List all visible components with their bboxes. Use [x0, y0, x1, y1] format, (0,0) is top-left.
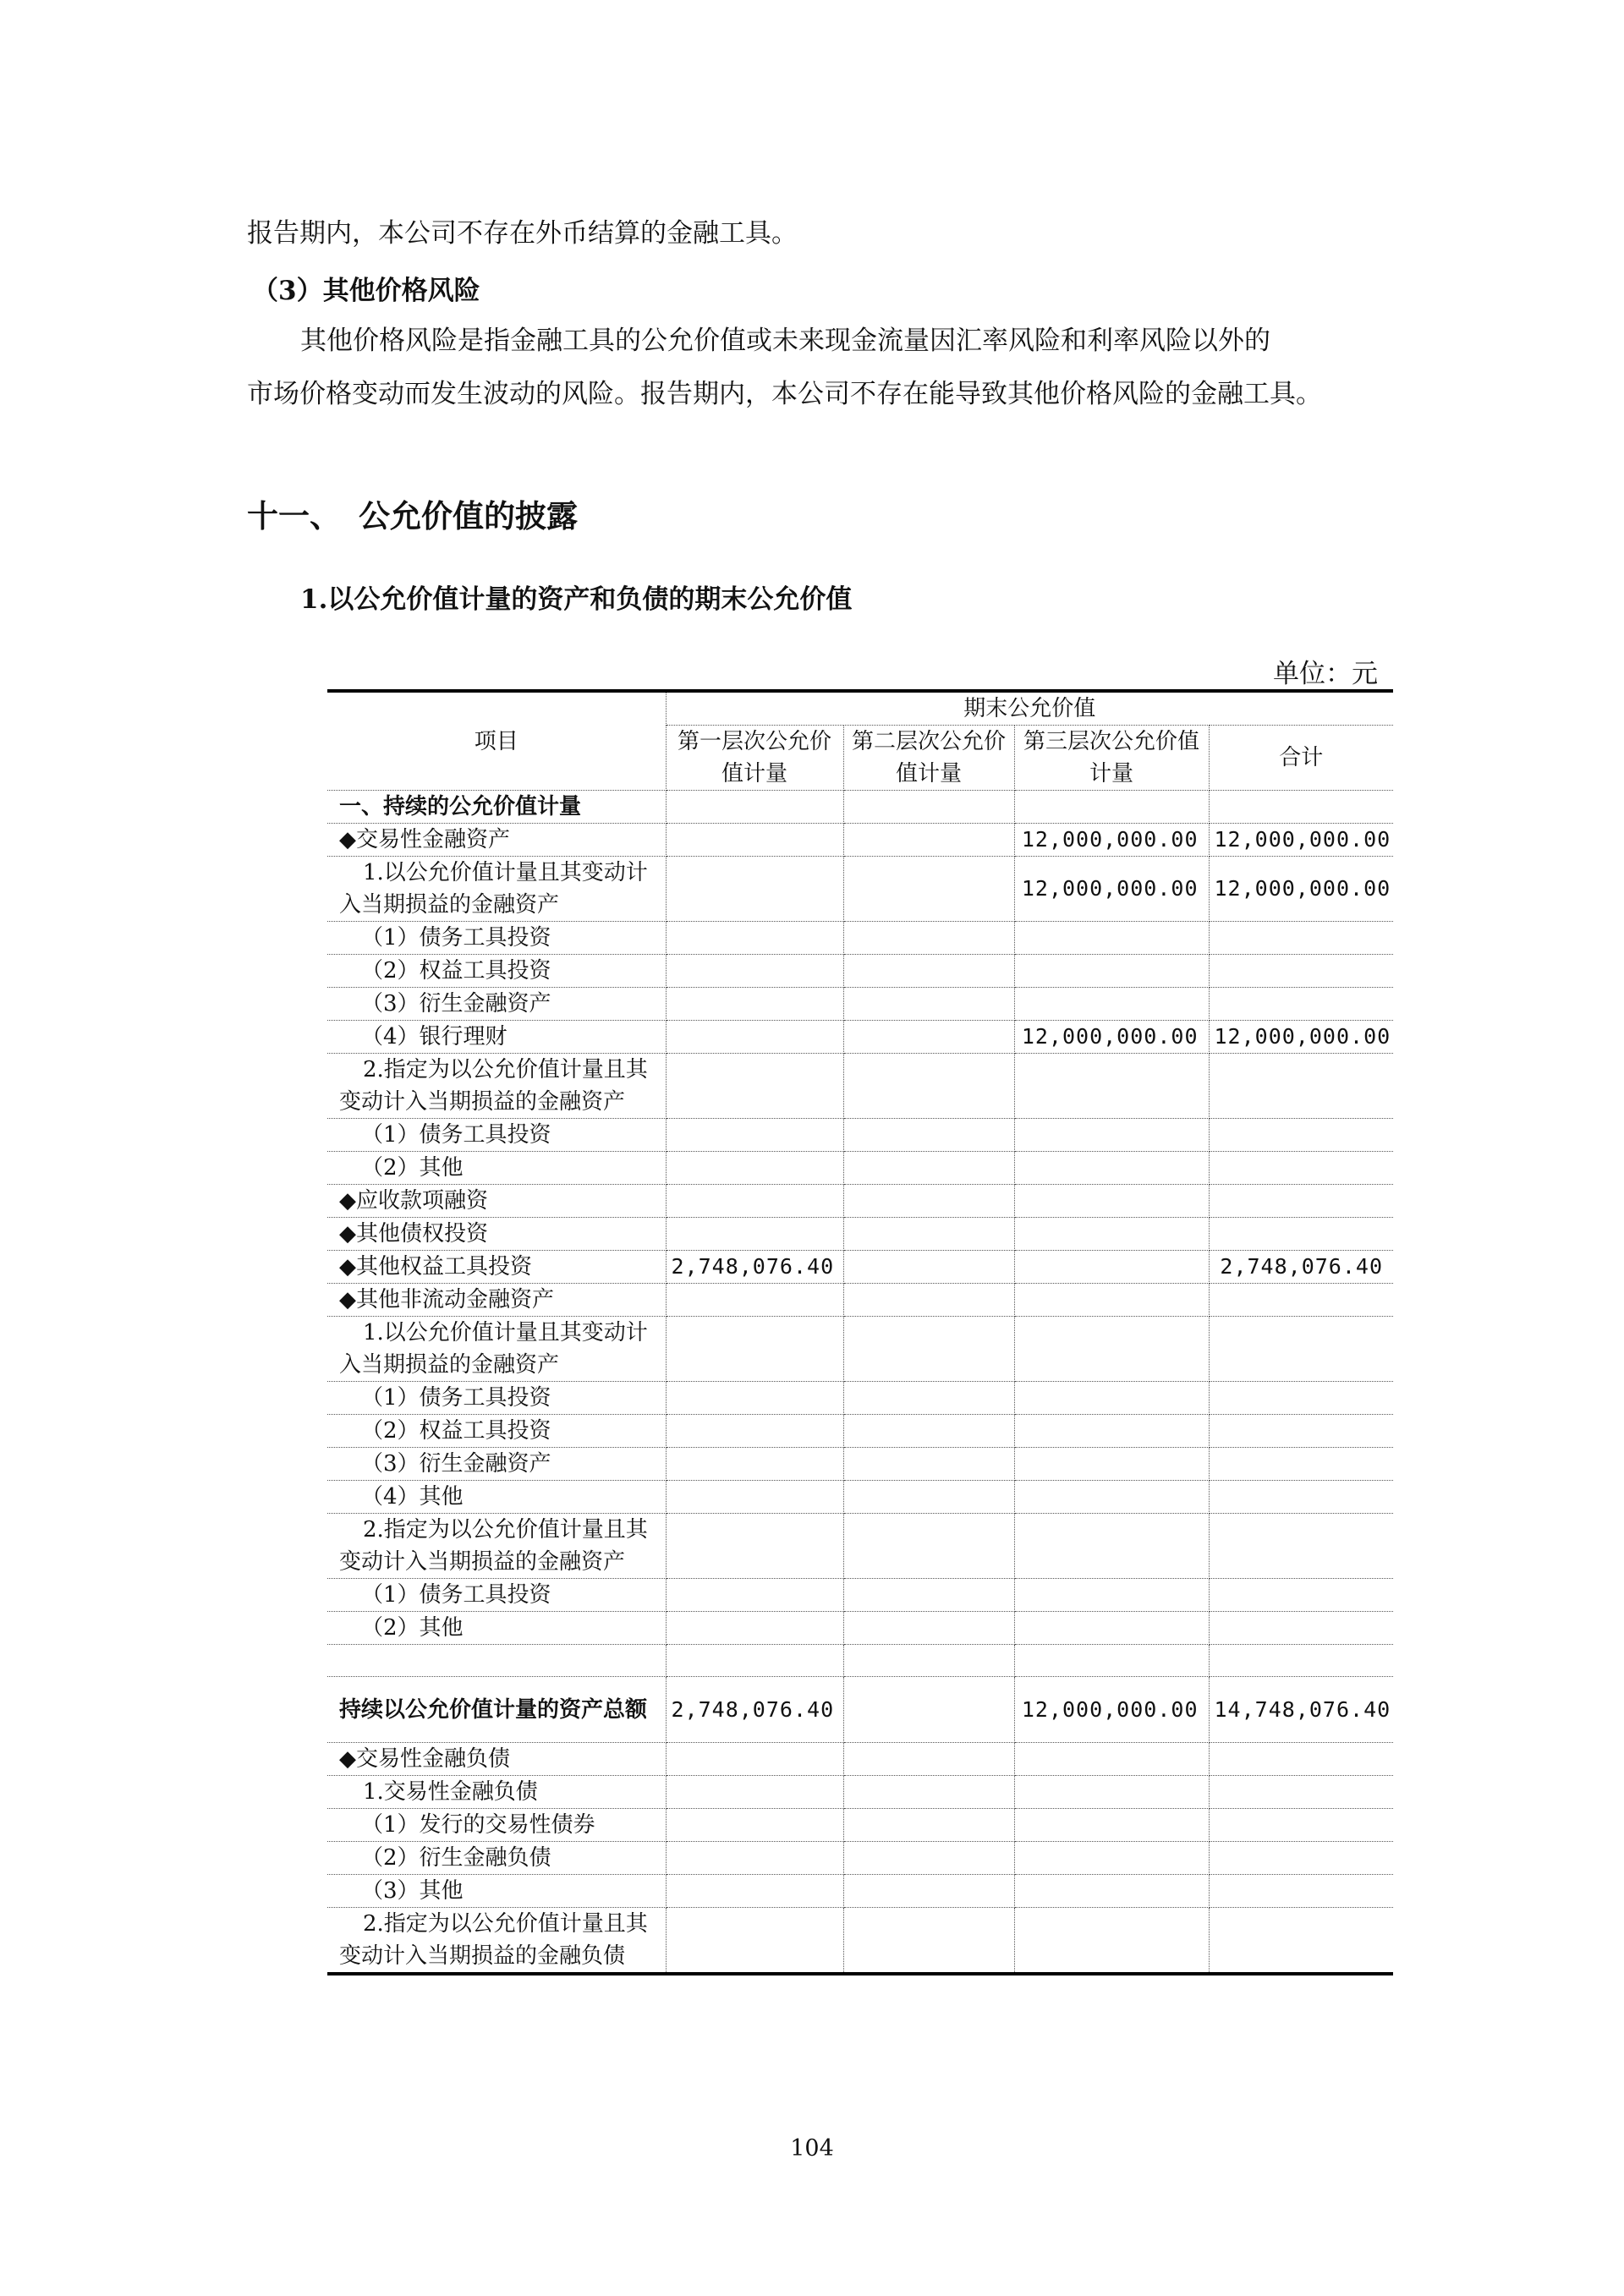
cell-level3	[1014, 955, 1209, 988]
cell-level-total	[1209, 1119, 1393, 1152]
cell-level3	[1014, 791, 1209, 824]
cell-level3	[1014, 988, 1209, 1021]
cell-level1	[666, 1514, 843, 1579]
cell-level2	[843, 1645, 1014, 1677]
table-row	[327, 1743, 1393, 1776]
row-label: （3）衍生金融资产	[327, 1448, 666, 1481]
cell-level1	[666, 1119, 843, 1152]
header-level2: 第二层次公允价值计量	[843, 726, 1014, 791]
row-label: （1）债务工具投资	[327, 922, 666, 955]
header-level1: 第一层次公允价值计量	[666, 726, 843, 791]
row-label	[327, 1645, 666, 1677]
cell-level2	[843, 988, 1014, 1021]
cell-level3	[1014, 1382, 1209, 1415]
row-label: （4）其他	[327, 1481, 666, 1514]
cell-level2	[843, 1021, 1014, 1054]
cell-level2	[843, 1152, 1014, 1185]
cell-level2	[843, 1743, 1014, 1776]
cell-level2	[843, 1284, 1014, 1317]
cell-level3	[1014, 1218, 1209, 1251]
table-title: 1.以公允价值计量的资产和负债的期末公允价值	[300, 584, 853, 615]
cell-level-total	[1209, 1809, 1393, 1842]
table-row	[327, 1054, 1393, 1119]
table-row	[327, 1481, 1393, 1514]
cell-level-total: 12,000,000.00	[1209, 857, 1393, 922]
cell-level-total	[1209, 988, 1393, 1021]
table-row	[327, 1612, 1393, 1645]
cell-level-total	[1209, 1645, 1393, 1677]
cell-level3	[1014, 1776, 1209, 1809]
cell-level1	[666, 1908, 843, 1975]
table-row	[327, 1908, 1393, 1975]
row-label: 一、持续的公允价值计量	[327, 791, 666, 824]
cell-level2	[843, 1579, 1014, 1612]
cell-level2	[843, 1908, 1014, 1975]
table-row	[327, 1382, 1393, 1415]
cell-level2	[843, 922, 1014, 955]
paragraph-foreign-currency: 报告期内，本公司不存在外币结算的金融工具。	[247, 218, 798, 249]
cell-level3	[1014, 1448, 1209, 1481]
table-body	[327, 791, 1393, 1975]
header-item: 项目	[327, 691, 666, 791]
row-label: （2）其他	[327, 1152, 666, 1185]
table-row	[327, 1284, 1393, 1317]
cell-level3	[1014, 1809, 1209, 1842]
cell-level1	[666, 1743, 843, 1776]
cell-level2	[843, 1185, 1014, 1218]
cell-level-total	[1209, 1612, 1393, 1645]
unit-label: 单位：元	[1273, 659, 1378, 689]
row-label: 2.指定为以公允价值计量且其变动计入当期损益的金融资产	[327, 1514, 666, 1579]
table-row	[327, 1645, 1393, 1677]
cell-level-total	[1209, 1185, 1393, 1218]
row-label: （2）权益工具投资	[327, 1415, 666, 1448]
subheading-other-price-risk: （3）其他价格风险	[252, 276, 480, 306]
table-row	[327, 988, 1393, 1021]
row-label: （2）权益工具投资	[327, 955, 666, 988]
header-period-end-fair-value: 期末公允价值	[666, 691, 1393, 726]
cell-level3: 12,000,000.00	[1014, 1021, 1209, 1054]
cell-level2	[843, 1415, 1014, 1448]
cell-level3	[1014, 1054, 1209, 1119]
table-row	[327, 1119, 1393, 1152]
cell-level3	[1014, 1152, 1209, 1185]
cell-level1	[666, 1875, 843, 1908]
cell-level1	[666, 955, 843, 988]
cell-level-total	[1209, 1054, 1393, 1119]
table-row	[327, 1415, 1393, 1448]
cell-level1	[666, 1645, 843, 1677]
cell-level1	[666, 1481, 843, 1514]
cell-level2	[843, 1875, 1014, 1908]
row-label: （4）银行理财	[327, 1021, 666, 1054]
cell-level-total	[1209, 1284, 1393, 1317]
fair-value-table	[327, 689, 1393, 1975]
cell-level1	[666, 1809, 843, 1842]
section-heading	[247, 490, 578, 536]
row-label: （2）衍生金融负债	[327, 1842, 666, 1875]
table-row	[327, 791, 1393, 824]
cell-level3	[1014, 1284, 1209, 1317]
cell-level-total: 14,748,076.40	[1209, 1677, 1393, 1743]
cell-level-total	[1209, 1875, 1393, 1908]
cell-level3	[1014, 1185, 1209, 1218]
cell-level2	[843, 1776, 1014, 1809]
cell-level1	[666, 1579, 843, 1612]
cell-level-total	[1209, 955, 1393, 988]
table-row	[327, 1514, 1393, 1579]
cell-level3: 12,000,000.00	[1014, 824, 1209, 857]
cell-level3	[1014, 1842, 1209, 1875]
row-label: 1.以公允价值计量且其变动计入当期损益的金融资产	[327, 1317, 666, 1382]
table-row	[327, 1677, 1393, 1743]
paragraph-other-price-risk-line2: 市场价格变动而发生波动的风险。报告期内，本公司不存在能导致其他价格风险的金融工具。	[247, 379, 1322, 409]
row-label: ◆应收款项融资	[327, 1185, 666, 1218]
cell-level1	[666, 1152, 843, 1185]
cell-level1	[666, 988, 843, 1021]
cell-level-total	[1209, 1218, 1393, 1251]
cell-level1	[666, 857, 843, 922]
cell-level3: 12,000,000.00	[1014, 1677, 1209, 1743]
row-label: （1）债务工具投资	[327, 1382, 666, 1415]
cell-level2	[843, 1251, 1014, 1284]
cell-level-total	[1209, 922, 1393, 955]
row-label: 2.指定为以公允价值计量且其变动计入当期损益的金融负债	[327, 1908, 666, 1975]
cell-level1	[666, 1185, 843, 1218]
cell-level3	[1014, 1317, 1209, 1382]
table-row	[327, 1842, 1393, 1875]
cell-level1	[666, 1842, 843, 1875]
cell-level-total	[1209, 1842, 1393, 1875]
cell-level3	[1014, 1514, 1209, 1579]
cell-level2	[843, 955, 1014, 988]
cell-level1	[666, 1382, 843, 1415]
cell-level2	[843, 1382, 1014, 1415]
cell-level2	[843, 1317, 1014, 1382]
row-label: （2）其他	[327, 1612, 666, 1645]
row-label: 1.以公允价值计量且其变动计入当期损益的金融资产	[327, 857, 666, 922]
cell-level1: 2,748,076.40	[666, 1677, 843, 1743]
cell-level-total: 2,748,076.40	[1209, 1251, 1393, 1284]
cell-level1	[666, 1612, 843, 1645]
table-row	[327, 1776, 1393, 1809]
cell-level-total: 12,000,000.00	[1209, 1021, 1393, 1054]
header-total: 合计	[1209, 726, 1393, 791]
cell-level-total	[1209, 791, 1393, 824]
table-row	[327, 955, 1393, 988]
cell-level1	[666, 1448, 843, 1481]
cell-level2	[843, 791, 1014, 824]
table-header-row-1	[327, 691, 1393, 726]
row-label: （3）衍生金融资产	[327, 988, 666, 1021]
cell-level3	[1014, 1875, 1209, 1908]
cell-level-total	[1209, 1776, 1393, 1809]
cell-level3	[1014, 1251, 1209, 1284]
cell-level-total	[1209, 1743, 1393, 1776]
cell-level2	[843, 1448, 1014, 1481]
header-level3: 第三层次公允价值计量	[1014, 726, 1209, 791]
cell-level2	[843, 857, 1014, 922]
cell-level1	[666, 1021, 843, 1054]
cell-level1	[666, 1415, 843, 1448]
cell-level-total	[1209, 1382, 1393, 1415]
row-label: ◆交易性金融负债	[327, 1743, 666, 1776]
cell-level2	[843, 1612, 1014, 1645]
cell-level2	[843, 1842, 1014, 1875]
cell-level-total: 12,000,000.00	[1209, 824, 1393, 857]
row-label: （3）其他	[327, 1875, 666, 1908]
paragraph-other-price-risk-line1: 其他价格风险是指金融工具的公允价值或未来现金流量因汇率风险和利率风险以外的	[300, 326, 1270, 356]
cell-level3	[1014, 1743, 1209, 1776]
cell-level1	[666, 791, 843, 824]
cell-level1	[666, 1317, 843, 1382]
section-title: 公允价值的披露	[359, 497, 578, 534]
cell-level-total	[1209, 1908, 1393, 1975]
cell-level-total	[1209, 1514, 1393, 1579]
cell-level1	[666, 824, 843, 857]
cell-level-total	[1209, 1579, 1393, 1612]
table-row	[327, 922, 1393, 955]
row-label: ◆其他权益工具投资	[327, 1251, 666, 1284]
cell-level3	[1014, 1415, 1209, 1448]
cell-level3	[1014, 922, 1209, 955]
table-row	[327, 1185, 1393, 1218]
cell-level2	[843, 1218, 1014, 1251]
cell-level3	[1014, 1579, 1209, 1612]
cell-level2	[843, 1481, 1014, 1514]
cell-level1: 2,748,076.40	[666, 1251, 843, 1284]
row-label: 持续以公允价值计量的资产总额	[327, 1677, 666, 1743]
row-label: ◆交易性金融资产	[327, 824, 666, 857]
row-label: ◆其他非流动金融资产	[327, 1284, 666, 1317]
cell-level-total	[1209, 1152, 1393, 1185]
row-label: 2.指定为以公允价值计量且其变动计入当期损益的金融资产	[327, 1054, 666, 1119]
cell-level2	[843, 1119, 1014, 1152]
cell-level3: 12,000,000.00	[1014, 857, 1209, 922]
cell-level2	[843, 824, 1014, 857]
table-row	[327, 1152, 1393, 1185]
table-row	[327, 857, 1393, 922]
cell-level3	[1014, 1645, 1209, 1677]
cell-level-total	[1209, 1481, 1393, 1514]
table-row	[327, 1021, 1393, 1054]
cell-level1	[666, 1776, 843, 1809]
cell-level2	[843, 1677, 1014, 1743]
cell-level2	[843, 1054, 1014, 1119]
cell-level2	[843, 1809, 1014, 1842]
cell-level1	[666, 1054, 843, 1119]
cell-level3	[1014, 1119, 1209, 1152]
table-row	[327, 1809, 1393, 1842]
table-row	[327, 1875, 1393, 1908]
row-label: （1）债务工具投资	[327, 1579, 666, 1612]
page-number: 104	[790, 2135, 834, 2162]
row-label: 1.交易性金融负债	[327, 1776, 666, 1809]
cell-level3	[1014, 1481, 1209, 1514]
cell-level2	[843, 1514, 1014, 1579]
table-row	[327, 1251, 1393, 1284]
table-row	[327, 1218, 1393, 1251]
cell-level-total	[1209, 1448, 1393, 1481]
table-row	[327, 1579, 1393, 1612]
row-label: （1）发行的交易性债券	[327, 1809, 666, 1842]
cell-level1	[666, 1284, 843, 1317]
cell-level-total	[1209, 1317, 1393, 1382]
row-label: （1）债务工具投资	[327, 1119, 666, 1152]
table-row	[327, 1317, 1393, 1382]
cell-level3	[1014, 1908, 1209, 1975]
cell-level-total	[1209, 1415, 1393, 1448]
cell-level1	[666, 922, 843, 955]
section-number: 十一、	[247, 497, 341, 534]
table-row	[327, 824, 1393, 857]
row-label: ◆其他债权投资	[327, 1218, 666, 1251]
cell-level1	[666, 1218, 843, 1251]
cell-level3	[1014, 1612, 1209, 1645]
table-row	[327, 1448, 1393, 1481]
